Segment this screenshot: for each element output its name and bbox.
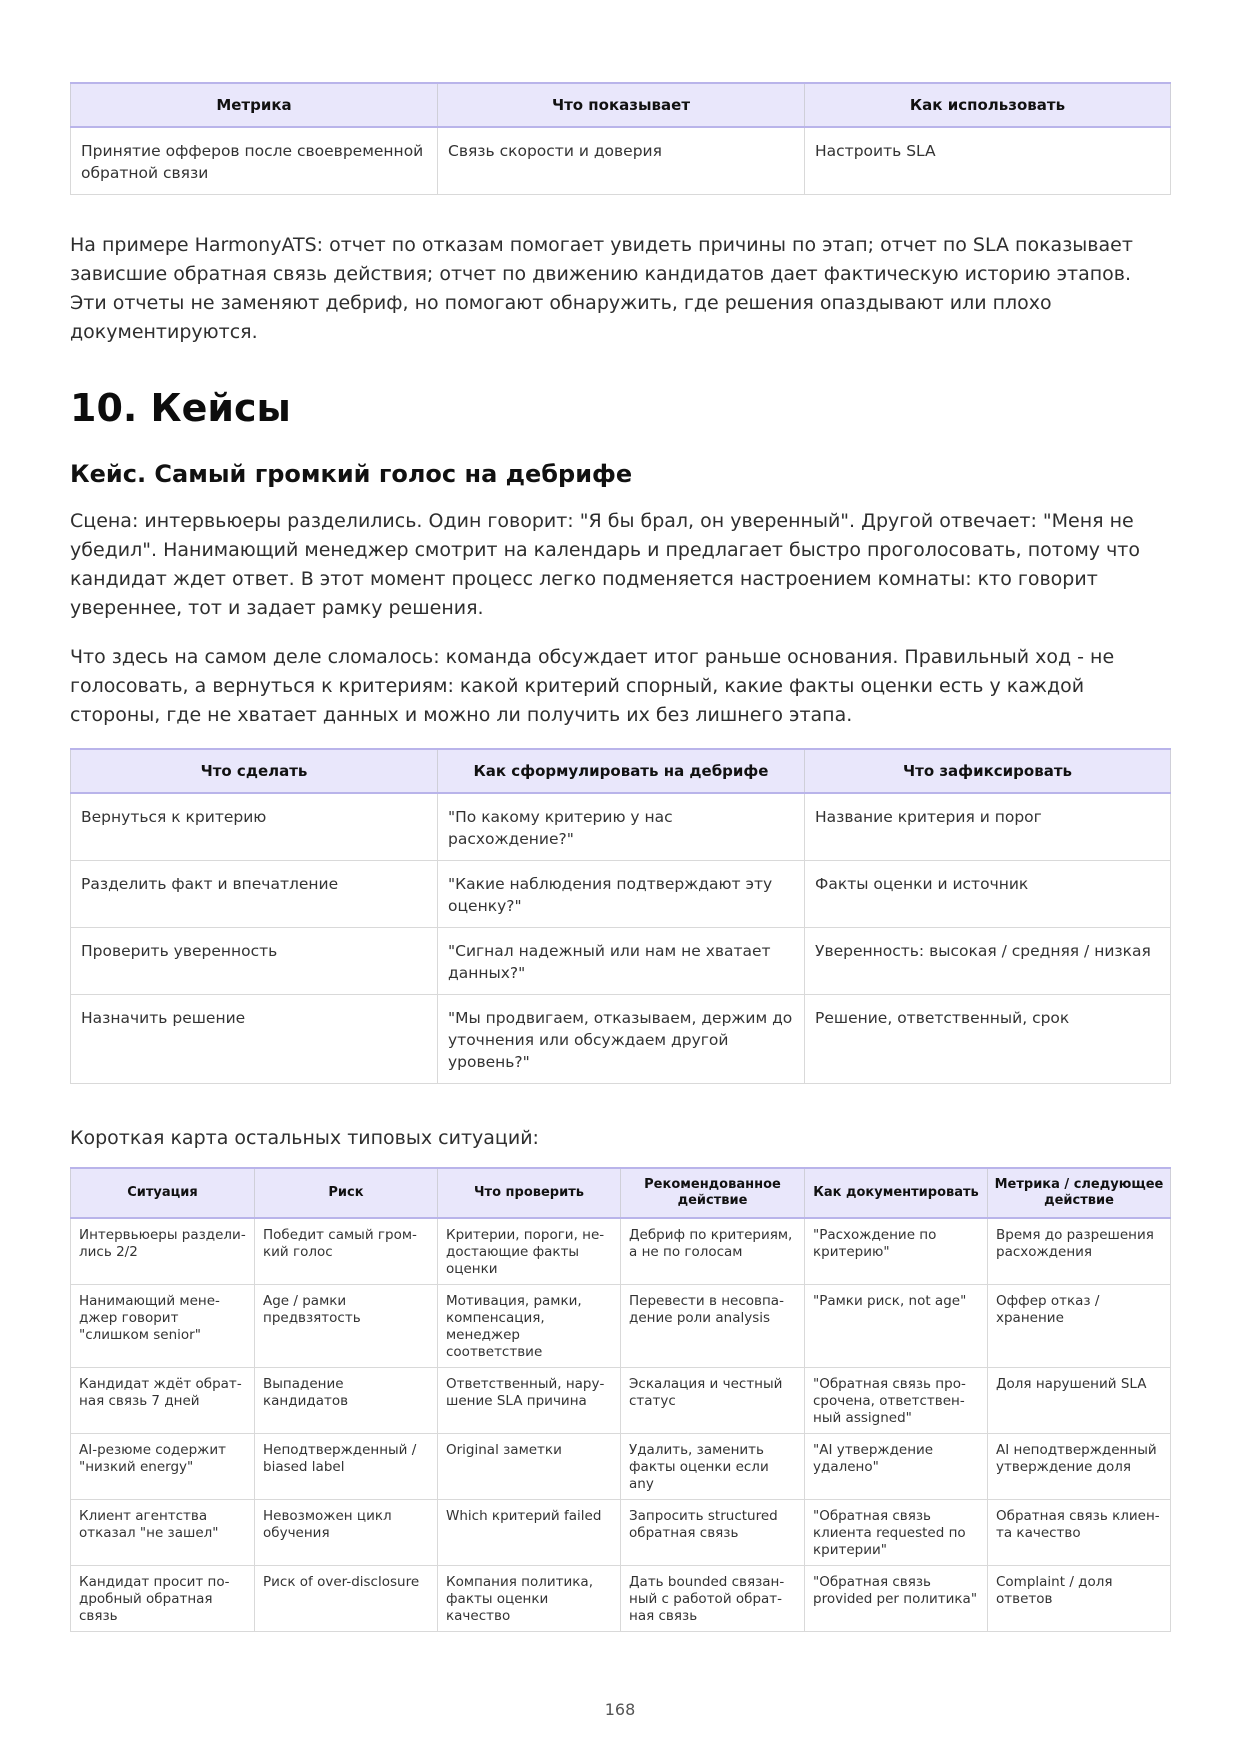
table-header-cell: Метрика	[71, 83, 438, 127]
debrief-actions-table	[70, 748, 1171, 1084]
document-page	[70, 82, 1170, 1632]
table-cell: Настроить SLA	[805, 127, 1171, 195]
table-cell: Обратная связь клиента качество	[988, 1500, 1171, 1566]
table-header-cell: Как документировать	[805, 1168, 988, 1218]
table-cell: Эскалация и честный статус	[621, 1368, 805, 1434]
table-row	[71, 1368, 1171, 1434]
table-cell: "Сигнал надежный или нам не хватает данных?"	[438, 928, 805, 995]
table-header-cell: Что показывает	[438, 83, 805, 127]
table-row	[71, 1218, 1171, 1285]
case-paragraph: Что здесь на самом деле сломалось: команда обсуждает итог раньше основания. Правильный ход - не голосовать, а вернуться к критериям: какой критерий спорный, какие факты оценки есть у каждой стороны, где не хватает данных и можно ли получить их без лишнего этапа.	[70, 646, 1115, 726]
table-cell: Original заметки	[438, 1434, 621, 1500]
table-cell: Уверенность: высокая / средняя / низкая	[805, 928, 1171, 995]
table-cell: Вернуться к критерию	[71, 793, 438, 861]
table-cell: Победит самый громкий голос	[255, 1218, 438, 1285]
table-row	[71, 1285, 1171, 1368]
table-header-cell: Что проверить	[438, 1168, 621, 1218]
table-cell: Критерии, пороги, недостающие факты оценки	[438, 1218, 621, 1285]
table-header-row	[71, 749, 1171, 793]
table-cell: Кандидат ждёт обратная связь 7 дней	[71, 1368, 255, 1434]
table-cell: Дебриф по критериям, а не по голосам	[621, 1218, 805, 1285]
table-cell: Название критерия и порог	[805, 793, 1171, 861]
table-cell: Выпадение кандидатов	[255, 1368, 438, 1434]
table-header-cell: Рекомендованное действие	[621, 1168, 805, 1218]
table-cell: Компания политика, факты оценки качество	[438, 1566, 621, 1632]
table-cell: Проверить уверенность	[71, 928, 438, 995]
table-cell: Кандидат просит подробный обратная связь	[71, 1566, 255, 1632]
table-cell: Запросить structured обратная связь	[621, 1500, 805, 1566]
table-header-row	[71, 83, 1171, 127]
table-cell: "Обратная связь клиента requested по критерии"	[805, 1500, 988, 1566]
table-cell: Ответственный, нарушение SLA причина	[438, 1368, 621, 1434]
table-header-cell: Метрика / следующее действие	[988, 1168, 1171, 1218]
table-cell: Риск of over-disclosure	[255, 1566, 438, 1632]
table-cell: Факты оценки и источник	[805, 861, 1171, 928]
table-cell: Complaint / доля ответов	[988, 1566, 1171, 1632]
table-cell: Оффер отказ / хранение	[988, 1285, 1171, 1368]
table-cell: AI-резюме содержит "низкий energy"	[71, 1434, 255, 1500]
case-title: Кейс. Самый громкий голос на дебрифе	[70, 460, 633, 488]
table-cell: "AI утверждение удалено"	[805, 1434, 988, 1500]
table-header-cell: Риск	[255, 1168, 438, 1218]
table-header-cell: Что зафиксировать	[805, 749, 1171, 793]
table-cell: "Рамки риск, not age"	[805, 1285, 988, 1368]
table-cell: Age / рамки предвзятость	[255, 1285, 438, 1368]
table-header-cell: Как использовать	[805, 83, 1171, 127]
case-paragraph: Сцена: интервьюеры разделились. Один говорит: "Я бы брал, он уверенный". Другой отвечает: "Меня не убедил". Нанимающий менеджер смотрит на календарь и предлагает быстро проголосовать, потому что кандидат ждет ответ. В этот момент процесс легко подменяется настроением комнаты: кто говорит увереннее, тот и задает рамку решения.	[70, 510, 1141, 619]
table-cell: Перевести в несовпадение роли analysis	[621, 1285, 805, 1368]
table-cell: Разделить факт и впечатление	[71, 861, 438, 928]
table-cell: AI неподтвержденный утверждение доля	[988, 1434, 1171, 1500]
table-cell: "По какому критерию у нас расхождение?"	[438, 793, 805, 861]
table-row	[71, 995, 1171, 1084]
situations-table	[70, 1167, 1171, 1632]
metrics-table	[70, 82, 1171, 195]
section-title: 10. Кейсы	[70, 386, 291, 430]
table-cell: Невозможен цикл обучения	[255, 1500, 438, 1566]
table-cell: "Мы продвигаем, отказываем, держим до уточнения или обсуждаем другой уровень?"	[438, 995, 805, 1084]
table-cell: Интервьюеры разделились 2/2	[71, 1218, 255, 1285]
map-intro: Короткая карта остальных типовых ситуаций:	[70, 1127, 539, 1149]
table-cell: Связь скорости и доверия	[438, 127, 805, 195]
table-header-row	[71, 1168, 1171, 1218]
table-cell: "Расхождение по критерию"	[805, 1218, 988, 1285]
table-cell: Мотивация, рамки, компенсация, менеджер соответствие	[438, 1285, 621, 1368]
table-row	[71, 928, 1171, 995]
table-row	[71, 861, 1171, 928]
table-row	[71, 1500, 1171, 1566]
table-cell: Время до разрешения расхождения	[988, 1218, 1171, 1285]
table-cell: Клиент агентства отказал "не зашел"	[71, 1500, 255, 1566]
table-cell: Дать bounded связанный с работой обратная связь	[621, 1566, 805, 1632]
table-cell: Доля нарушений SLA	[988, 1368, 1171, 1434]
table-cell: "Обратная связь просрочена, ответственный assigned"	[805, 1368, 988, 1434]
table-header-cell: Ситуация	[71, 1168, 255, 1218]
table-row	[71, 1434, 1171, 1500]
table-header-cell: Что сделать	[71, 749, 438, 793]
table-row	[71, 127, 1171, 195]
page-number: 168	[604, 1700, 636, 1719]
table-cell: "Обратная связь provided per политика"	[805, 1566, 988, 1632]
intro-paragraph: На примере HarmonyATS: отчет по отказам помогает увидеть причины по этап; отчет по SLA показывает зависшие обратная связь действия; отчет по движению кандидатов дает фактическую историю этапов. Эти отчеты не заменяют дебриф, но помогают обнаружить, где решения опаздывают или плохо документируются.	[70, 234, 1133, 343]
table-cell: Назначить решение	[71, 995, 438, 1084]
table-cell: Удалить, заменить факты оценки если any	[621, 1434, 805, 1500]
table-header-cell: Как сформулировать на дебрифе	[438, 749, 805, 793]
table-cell: Неподтвержденный / biased label	[255, 1434, 438, 1500]
table-cell: Решение, ответственный, срок	[805, 995, 1171, 1084]
table-cell: "Какие наблюдения подтверждают эту оценку?"	[438, 861, 805, 928]
table-cell: Нанимающий менеджер говорит "слишком senior"	[71, 1285, 255, 1368]
table-cell: Принятие офферов после своевременной обратной связи	[71, 127, 438, 195]
table-cell: Which критерий failed	[438, 1500, 621, 1566]
table-row	[71, 1566, 1171, 1632]
table-row	[71, 793, 1171, 861]
